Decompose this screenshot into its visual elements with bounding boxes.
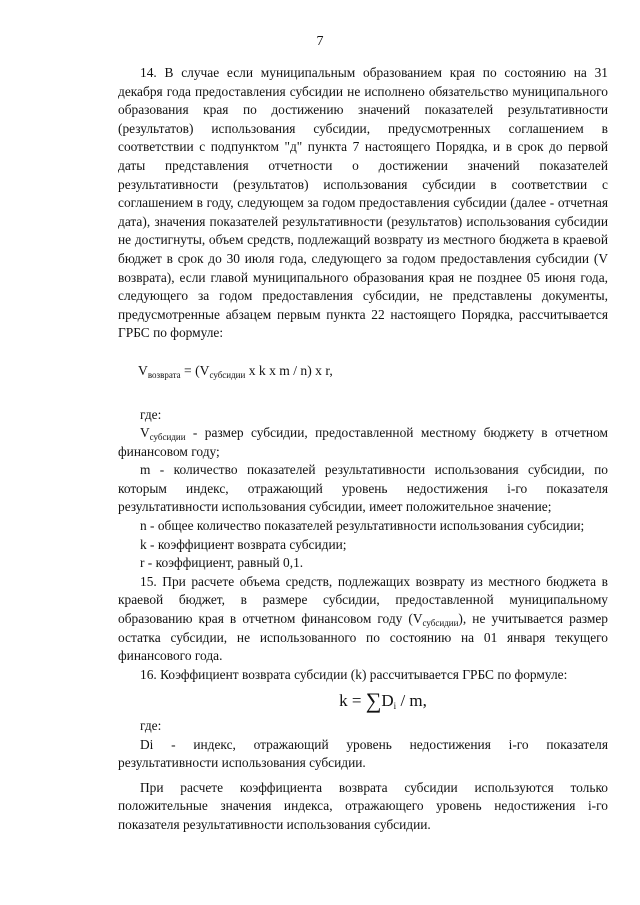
page-number: 7 <box>316 34 324 49</box>
p15-text-before: 15. При расчете объема средств, подлежащих возврату из местного бюджета в краевой бюджет, в размере субсидии, предоставленной муниципальному образованию края в отчетном финансовом году (V <box>118 573 608 627</box>
formula-sub-vozvrata: возврата <box>147 369 181 380</box>
where-label-2: где: <box>140 718 162 733</box>
formula-mid: = (V <box>180 362 210 378</box>
formula-k-rest: / m, <box>396 691 427 711</box>
document-body <box>118 64 608 835</box>
def-v-symbol: V <box>140 425 150 441</box>
def-v-sub: субсидии <box>149 432 186 443</box>
formula-sub-subsidii: субсидии <box>209 369 246 380</box>
formula-rest: x k x m / n) x r, <box>245 362 333 378</box>
definition-k: k - коэффициент возврата субсидии; <box>140 536 347 552</box>
formula-v: V <box>138 362 148 378</box>
formula-k-d: D <box>381 691 394 711</box>
formula-k-left: k = <box>339 691 366 711</box>
p15-sub: субсидии <box>422 618 459 629</box>
formula-return-volume <box>138 362 608 381</box>
paragraph-final: При расчете коэффициента возврата субсидии используются только положительные значения индекса, отражающего уровень недостижения i-го показателя результативности использования субсидии. <box>118 779 608 832</box>
definition-di: Di - индекс, отражающий уровень недостижения i-го показателя результативности использования субсидии. <box>118 736 608 771</box>
formula-k-d-sub: i <box>393 701 397 712</box>
definition-m: m - количество показателей результативности использования субсидии, по которым индекс, отражающий уровень недостижения i-го показателя результативности использования субсидии, имеет положительное значение; <box>118 462 608 515</box>
p15-text-after: ), не учитывается размер остатка субсидии, не использованного по состоянию на 01 января текущего финансового года. <box>118 611 608 664</box>
paragraph-16: 16. Коэффициент возврата субсидии (k) рассчитывается ГРБС по формуле: <box>140 666 568 682</box>
where-label-1: где: <box>140 406 162 422</box>
definition-n: n - общее количество показателей результативности использования субсидии; <box>140 518 585 534</box>
formula-k <box>118 688 608 714</box>
definition-r: r - коэффициент, равный 0,1. <box>140 555 304 571</box>
sum-sign-icon: ∑ <box>365 688 382 714</box>
def-v-text: - размер субсидии, предоставленной местному бюджету в отчетном финансовом году; <box>118 425 608 459</box>
paragraph-15 <box>118 573 608 666</box>
definition-v-subsidii <box>118 424 608 461</box>
paragraph-14: 14. В случае если муниципальным образованием края по состоянию на 31 декабря года предоставления субсидии не исполнено обязательство муниципального образования края по достижению значений показателей результативности (результатов) использования субсидии, предусмотренных соглашением в соответствии с подпунктом "д" пункта 7 настоящего Порядка, и в срок до первой даты представления отчетности о достижении значений показателей результативности (результатов) использования субсидии в соответствии с соглашением в году, следующем за годом предоставления субсидии (далее - отчетная дата), значения показателей результативности (результатов) использования субсидии не достигнуты, объем средств, подлежащий возврату из местного бюджета в краевой бюджет в срок до 30 июля года, следующего за годом предоставления субсидии (V возврата), если главой муниципального образования края не позднее 05 июня года, следующего за годом предоставления субсидии, не представлены документы, предусмотренные абзацем первым пункта 22 настоящего Порядка, рассчитывается ГРБС по формуле: <box>118 65 608 341</box>
